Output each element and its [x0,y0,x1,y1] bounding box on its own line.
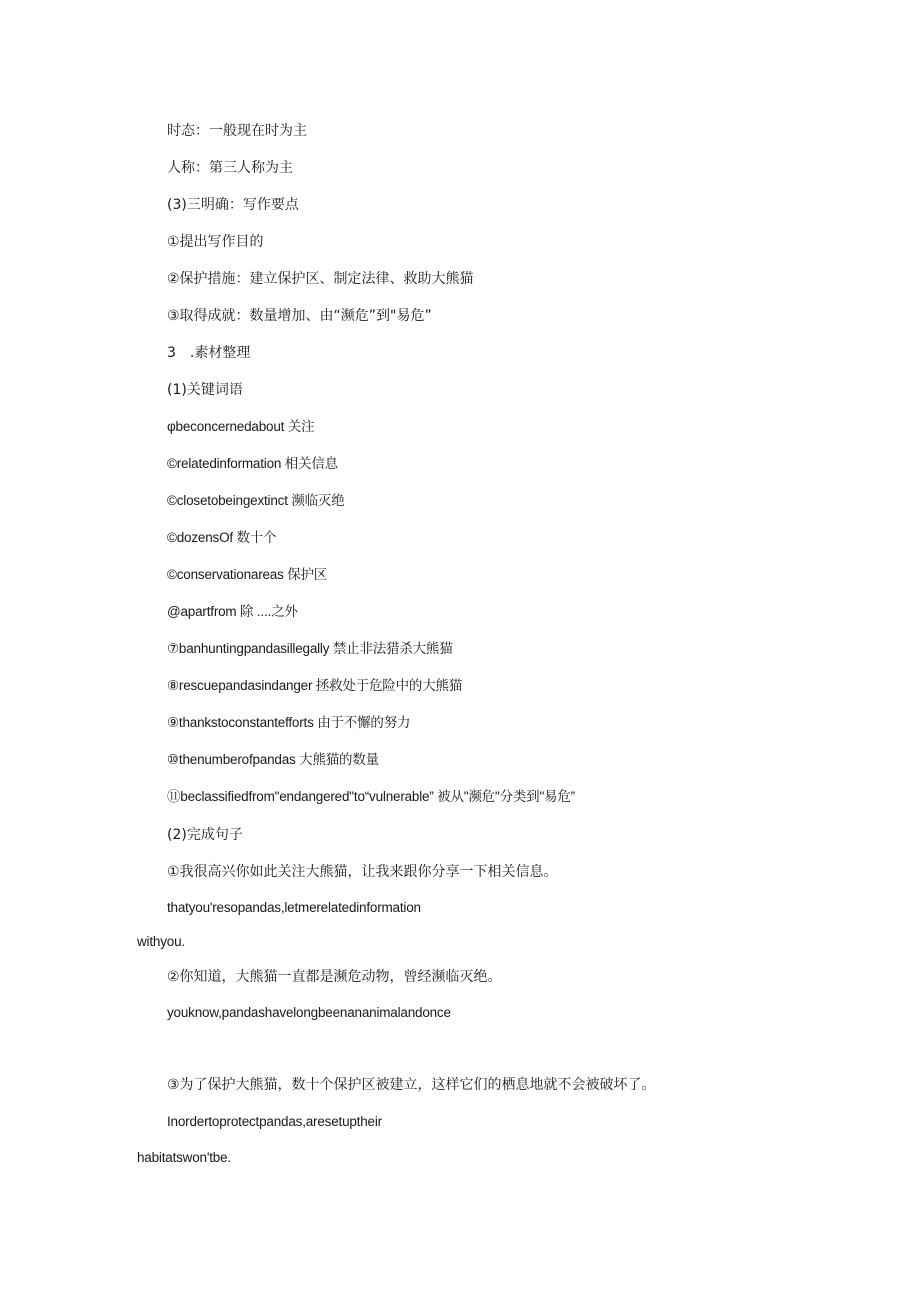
vocab-item: ⑧rescuepandasindanger 拯救处于危险中的大熊猫 [167,678,463,693]
vocab-item: ⑩thenumberofpandas 大熊猫的数量 [167,752,379,767]
point-item: ③取得成就：数量增加、由“濒危”到"易危” [167,308,432,324]
vocab-item: ©relatedinformation 相关信息 [167,456,338,471]
tense-line: 时态：一般现在时为主 [167,123,307,139]
subsection-heading: (1)关键词语 [167,382,243,398]
vocab-item: ⑪beclassifiedfrom"endangered"to“vulnerable” 被从"濒危"分类到"易危” [167,789,575,804]
subsection-heading: (2)完成句子 [167,827,243,843]
vocab-item: ©closetobeingextinct 濒临灭绝 [167,493,345,508]
vocab-item: ⑦banhuntingpandasillegally 禁止非法猎杀大熊猫 [167,641,453,656]
vocab-item: ©dozensOf 数十个 [167,530,277,545]
sentence-answer: habitatswon'tbe. [137,1150,231,1165]
sentence-answer: Inordertoprotectpandas,aresetuptheir [167,1114,382,1129]
vocab-item: @apartfrom 除 ....之外 [167,604,298,619]
sentence-prompt: ③为了保护大熊猫，数十个保护区被建立，这样它们的栖息地就不会被破坏了。 [167,1077,656,1093]
sentence-prompt: ①我很高兴你如此关注大熊猫，让我来跟你分享一下相关信息。 [167,864,558,880]
vocab-item: ⑨thankstoconstantefforts 由于不懈的努力 [167,715,411,730]
sentence-answer: thatyou'resopandas,letmerelatedinformation [167,900,421,915]
sentence-answer: youknow,pandashavelongbeenananimalandonce [167,1005,451,1020]
person-line: 人称：第三人称为主 [167,160,293,176]
sentence-prompt: ②你知道，大熊猫一直都是濒危动物，曾经濒临灭绝。 [167,969,502,985]
vocab-item: φbeconcernedabout 关注 [167,419,315,434]
point-item: ①提出写作目的 [167,234,264,250]
vocab-item: ©conservationareas 保护区 [167,567,328,582]
sentence-answer: withyou. [137,934,185,949]
point-item: ②保护措施：建立保护区、制定法律、救助大熊猫 [167,271,474,287]
section-heading: (3)三明确：写作要点 [167,197,299,213]
section-heading: 3 .素材整理 [167,345,251,361]
